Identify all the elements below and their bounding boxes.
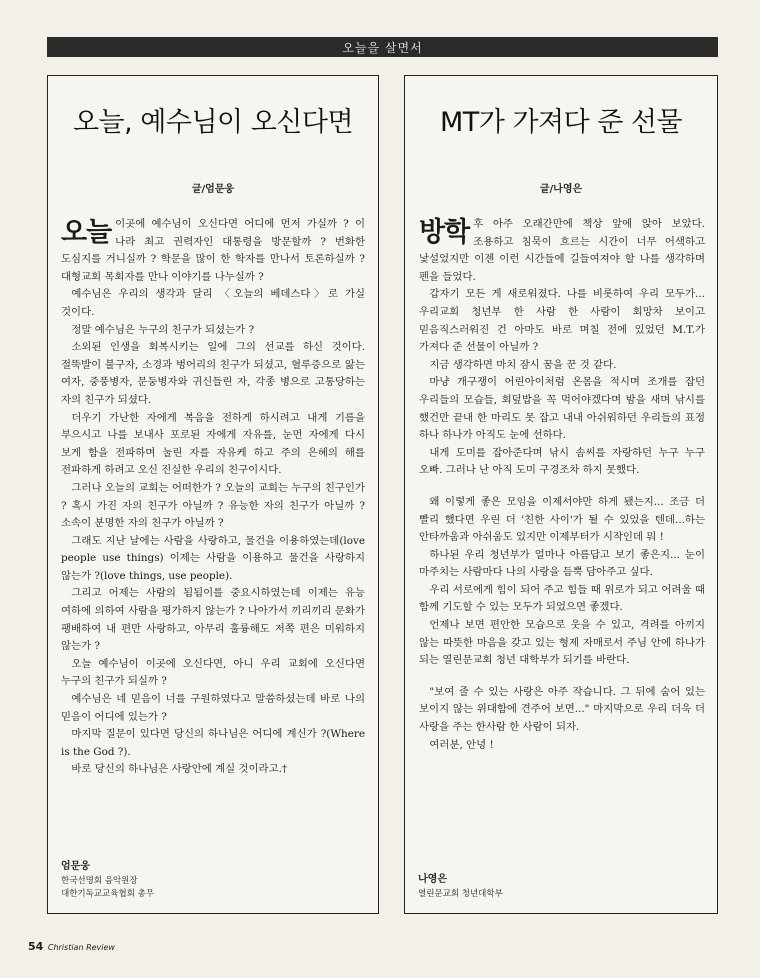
paragraph: 그래도 지난 날에는 사람을 사랑하고, 물건을 이용하였는데(love people use things) 이제는 사람을 이용하고 물건을 사랑하지 않는가 ?(love things, use people). <box>61 534 365 582</box>
article-left <box>47 75 379 914</box>
paragraph: 소외된 인생을 회복시키는 일에 그의 선교를 하신 것이다. 절뚝발이 불구자, 소경과 벙어리의 친구가 되셨고, 혈루증으로 앓는 여자, 중풍병자, 문둥병자와 귀신들린 자, 각종 병으로 고통당하는 자의 친구가 되셨다. <box>61 341 365 406</box>
paragraph: 마냥 개구쟁이 어린아이처럼 온몸을 적시며 조개를 잡던 우리들의 모습들, 회덮밥을 꼭 먹어야겠다며 밤을 새며 낚시를 했건만 끝내 한 마리도 못 잡고 내내 아쉬워하던 우리들의 표정 하나 하나가 아직도 눈에 선하다. <box>419 376 705 442</box>
paragraph: 마지막 질문이 있다면 당신의 하나님은 어디에 계신가 ?(Where is the God ?). <box>61 728 365 758</box>
paragraph: 여러분, 안녕 ! <box>429 738 494 751</box>
paragraph: 정말 예수님은 누구의 친구가 되셨는가 ? <box>71 323 255 336</box>
article-byline: 글/나영은 <box>539 184 583 195</box>
article-right <box>404 75 718 914</box>
paragraph: 오늘 이곳에 예수님이 오신다면 어디에 먼저 가실까 ? 이 나라 최고 권력자인 대통령을 방문할까 ? 번화한 도심지를 거니실까 ? 학문을 많이 한 학자를 만나서 토론하실까 ? 대형교회 목회자를 만나 이야기를 나누실까 ? <box>61 217 365 283</box>
paragraph: 오늘 예수님이 이곳에 오신다면, 아니 우리 교회에 오신다면 누구의 친구가 되실까 ? <box>61 657 365 688</box>
page-footer <box>28 940 115 953</box>
article-body <box>61 216 365 779</box>
author-name: 나영은 <box>418 874 447 885</box>
paragraph: 갑자기 모든 게 새로워졌다. 나를 비롯하여 우리 모두가... 우리교회 청년부 한 사람 한 사람이 회망차 보이고 믿음직스러워진 건 아마도 바로 며칠 전에 있었던 M.T.가 가져다 준 선물이 아닐까 ? <box>419 288 705 354</box>
paragraph: 언제나 보면 편안한 모습으로 웃을 수 있고, 격려를 아끼지 않는 따뜻한 마음을 갖고 있는 형제 자매로서 주님 안에 하나가 되는 열린문교회 청년 대학부가 되기를 바란다. <box>419 619 705 667</box>
paragraph: 우리 서로에게 힘이 되어 주고 힘들 때 위로가 되고 어려울 때 함께 기도할 수 있는 모두가 되었으면 좋겠다. <box>419 583 705 614</box>
paragraph: 내게 도미를 잡아준다며 낚시 솜씨를 자랑하던 누구 누구 오빠. 그러나 난 아직 도미 구경조차 하지 못했다. <box>419 446 705 477</box>
paragraph: 더우기 가난한 자에게 복음을 전하게 하시려고 내게 기름을 부으시고 나를 보내사 포로된 자에게 자유를, 눈먼 자에게 다시 보게 함을 전파하며 눌린 자를 자유케 하고 주의 은혜의 해를 전파하게 하려고 오신 진실한 우리의 친구이시다. <box>61 411 365 477</box>
paragraph: 하나된 우리 청년부가 얼마나 아름답고 보기 좋은지... 눈이 마주치는 사람마다 나의 사랑을 듬뿍 담아주고 싶다. <box>419 548 705 579</box>
article-byline: 글/엄문웅 <box>191 184 235 195</box>
paragraph: "보여 줄 수 있는 사랑은 아주 작습니다. 그 뒤에 숨어 있는 보이지 않는 위대함에 견주어 보면..." 마지막으로 우리 더욱 더 사랑을 주는 한사람 한 사람이 되자. <box>419 685 705 734</box>
author-title: 한국선명회 음악원장 <box>61 876 138 886</box>
drop-cap: 방학 <box>419 217 470 248</box>
author-title: 대한기독교교육협회 총무 <box>61 889 155 899</box>
drop-cap: 오늘 <box>61 217 112 248</box>
article-body <box>419 216 705 754</box>
article-title: 오늘, 예수님이 오신다면 <box>72 107 354 138</box>
paragraph: 방학 후 아주 오래간만에 책상 앞에 앉아 보았다. 조용하고 침묵이 흐르는 시간이 너무 어색하고 낯설었지만 이젠 이런 시간들에 길들여져야 할 나를 생각하며 펜을 들었다. <box>419 217 705 283</box>
paragraph: 예수님은 우리의 생각과 달리 〈오늘의 베데스다〉로 가실 것이다. <box>61 288 365 318</box>
paragraph: 바로 당신의 하나님은 사랑안에 계실 것이라고.† <box>71 763 288 776</box>
paragraph: 예수님은 네 믿음이 너를 구원하였다고 말씀하셨는데 바로 나의 믿음이 어디에 있는가 ? <box>61 693 365 723</box>
article-title: MT가 가져다 준 선물 <box>439 107 683 138</box>
paragraph: 그리고 어제는 사람의 됨됨이를 중요시하였는데 이제는 유능 여하에 의하여 사람을 평가하지 않는가 ? 나아가서 끼리끼리 문화가 팽배하여 내 편만 사랑하고, 아무리 훌륭해도 저쪽 편은 미워하지 않는가 ? <box>61 587 365 653</box>
author-info <box>418 873 503 901</box>
author-name: 엄문웅 <box>61 861 90 872</box>
paragraph: 왜 이렇게 좋은 모임을 이제서야만 하게 됐는지... 조금 더 빨리 했다면 우린 더 '친한 사이'가 될 수 있었을 텐데...하는 안타까움과 아쉬움도 있지만 이제부터가 시작인데 뭐 ! <box>419 495 705 544</box>
paragraph: 그러나 오늘의 교회는 어떠한가 ? 오늘의 교회는 누구의 친구인가 ? 혹시 가진 자의 친구가 아닐까 ? 유능한 자의 친구가 아닐까 ? 소속이 분명한 자의 친구가 아닐까 ? <box>61 481 365 530</box>
author-title: 열린문교회 청년대학부 <box>418 889 503 899</box>
paragraph: 지금 생각하면 마치 잠시 꿈을 꾼 것 같다. <box>429 358 617 371</box>
author-info <box>61 860 154 901</box>
page-number: 54 <box>28 940 44 953</box>
section-banner: 오늘을 살면서 <box>47 37 718 57</box>
magazine-name: Christian Review <box>47 943 115 952</box>
